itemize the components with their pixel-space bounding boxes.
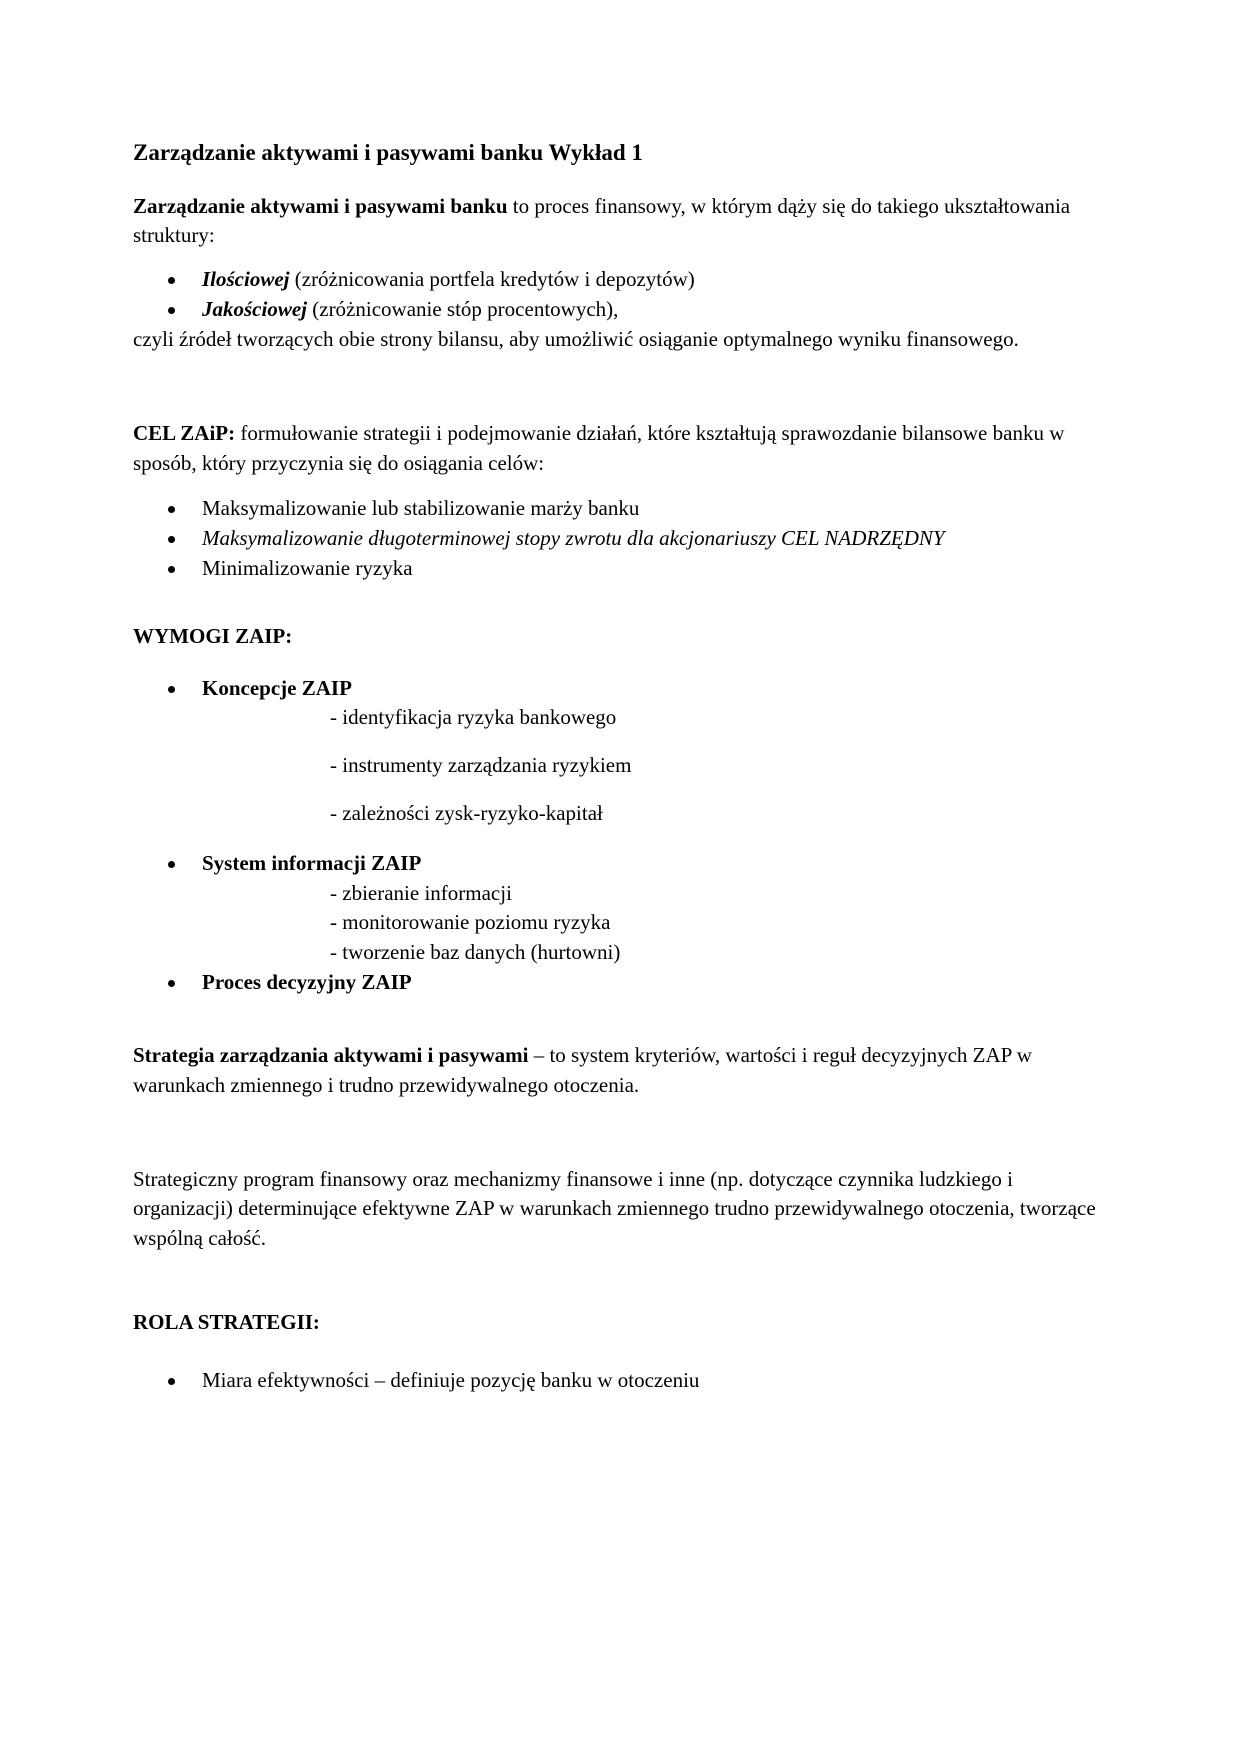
bullet-icon	[168, 861, 175, 868]
bullet-icon	[168, 277, 175, 284]
cel-rest: formułowanie strategii i podejmowanie działań, które kształtują sprawozdanie bilansowe banku w sposób, który przyczynia się do osiągania celów:	[133, 420, 1065, 475]
item-lead: Ilościowej	[202, 267, 290, 292]
intro-paragraph	[133, 192, 1110, 252]
strategia-paragraph	[133, 1041, 1110, 1101]
cel-list	[133, 494, 1110, 583]
sub-item: - instrumenty zarządzania ryzykiem	[330, 753, 632, 778]
cel-lead: CEL ZAiP:	[133, 420, 236, 445]
list-item	[133, 494, 1110, 524]
sub-item: - zależności zysk-ryzyko-kapitał	[330, 801, 603, 826]
bullet-icon	[168, 1378, 175, 1385]
system-label: System informacji ZAIP	[202, 850, 422, 875]
strategia-lead: Strategia zarządzania aktywami i pasywami	[133, 1042, 529, 1067]
rola-list	[133, 1366, 1110, 1396]
list-item	[133, 674, 1110, 704]
cel-paragraph	[133, 419, 1110, 479]
structure-list	[133, 265, 1110, 325]
list-item	[133, 554, 1110, 584]
list-item-text: Miara efektywności – definiuje pozycję banku w otoczeniu	[202, 1367, 700, 1392]
list-item-text: Maksymalizowanie długoterminowej stopy zwrotu dla akcjonariuszy CEL NADRZĘDNY	[202, 526, 945, 551]
bullet-icon	[168, 307, 175, 314]
strategia-rest: – to system kryteriów, wartości i reguł decyzyjnych ZAP w warunkach zmiennego i trudno przewidywalnego otoczenia.	[133, 1042, 1032, 1097]
item-rest: (zróżnicowanie stóp procentowych),	[307, 297, 619, 322]
list-item-text	[175, 265, 695, 295]
proces-label: Proces decyzyjny ZAIP	[202, 970, 412, 995]
intro-rest: to proces finansowy, w którym dąży się do takiego ukształtowania struktury:	[133, 193, 1071, 248]
item-lead: Jakościowej	[202, 297, 307, 322]
list-item	[133, 968, 1110, 998]
list-item	[133, 849, 1110, 879]
list-item	[133, 524, 1110, 554]
item-rest: (zróżnicowania portfela kredytów i depozytów)	[289, 267, 695, 292]
structure-outro-paragraph: czyli źródeł tworzących obie strony bilansu, aby umożliwić osiąganie optymalnego wyniku finansowego.	[133, 326, 1019, 351]
bullet-icon	[168, 536, 175, 543]
program-paragraph: Strategiczny program finansowy oraz mechanizmy finansowe i inne (np. dotyczące czynnika ludzkiego i organizacji) determinujące efektywne ZAP w warunkach zmiennego trudno przewidywalnego otoczenia, tworzące wspólną całość.	[133, 1166, 1096, 1251]
sub-item: - zbieranie informacji	[330, 880, 512, 905]
sub-item: - tworzenie baz danych (hurtowni)	[330, 940, 621, 965]
sub-item: - identyfikacja ryzyka bankowego	[330, 705, 617, 730]
list-item-text	[175, 295, 618, 325]
list-item-text: Maksymalizowanie lub stabilizowanie marży banku	[202, 496, 640, 521]
koncepcje-label: Koncepcje ZAIP	[202, 675, 352, 700]
bullet-icon	[168, 506, 175, 513]
wymogi-heading: WYMOGI ZAIP:	[133, 623, 293, 648]
bullet-icon	[168, 566, 175, 573]
list-item	[133, 265, 1110, 295]
bullet-icon	[168, 686, 175, 693]
intro-lead: Zarządzanie aktywami i pasywami banku	[133, 193, 508, 218]
page-title: Zarządzanie aktywami i pasywami banku Wykład 1	[133, 140, 643, 165]
list-item	[133, 295, 1110, 325]
bullet-icon	[168, 980, 175, 987]
list-item	[133, 1366, 1110, 1396]
sub-item: - monitorowanie poziomu ryzyka	[330, 910, 611, 935]
rola-heading: ROLA STRATEGII:	[133, 1309, 320, 1334]
list-item-text: Minimalizowanie ryzyka	[202, 555, 413, 580]
